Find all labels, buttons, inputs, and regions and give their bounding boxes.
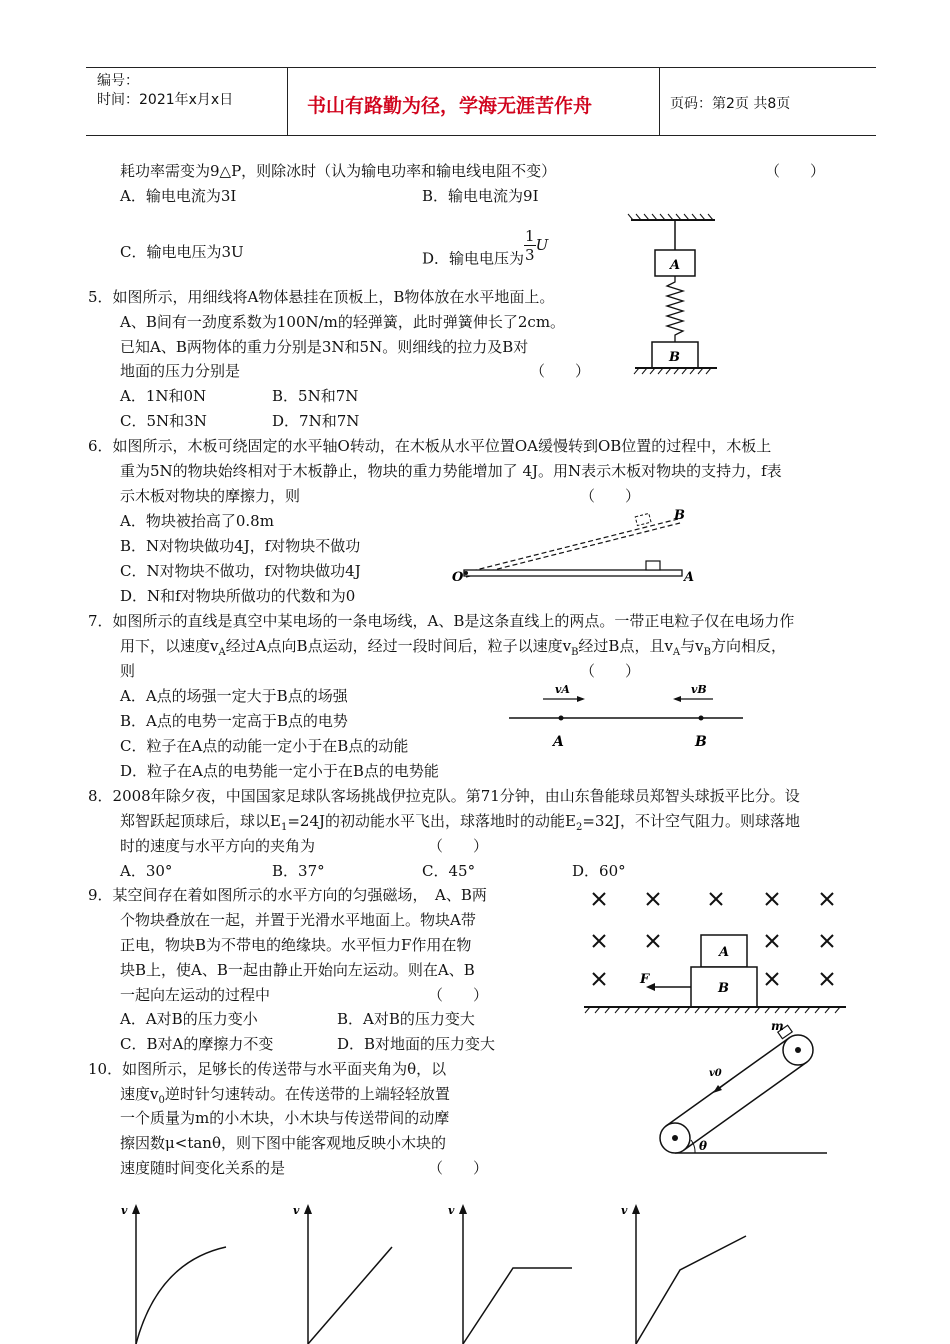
velocity-a-label: vA xyxy=(555,683,570,696)
q10-line-3: 一个质量为m的小木块，小木块与传送带间的动摩 xyxy=(120,1109,450,1127)
block-b-label: B xyxy=(718,981,729,996)
point-b-label: B xyxy=(695,734,707,750)
q8-option-b: B．37° xyxy=(272,862,325,880)
mass-label: m xyxy=(771,1019,784,1033)
q6-option-c: C．N对物块不做功，f对物块做功4J xyxy=(120,562,361,580)
fraction-numerator: 1 xyxy=(525,227,535,245)
axis-v-label: v xyxy=(448,1204,455,1217)
q9-option-a: A．A对B的压力变小 xyxy=(120,1010,258,1028)
q9-line-4: 块B上，使A、B一起由静止开始向左运动。则在A、B xyxy=(120,961,475,979)
q5-option-a: A．1N和0N xyxy=(120,387,207,405)
q7-line-2: 用下，以速度$v_A$经过A点向B点运动，经过一段时间后，粒子以速度$v_B$经过B点，且$v_A$与$v_B$方向相反， xyxy=(120,637,787,658)
q10-answer-blank: （ ） xyxy=(428,1159,489,1177)
q5-option-c: C．5N和3N xyxy=(120,412,207,430)
q10-line-2: 速度$v_0$逆时针匀速转动。在传送带的上端轻轻放置 xyxy=(120,1085,450,1106)
q7-line-3: 则 xyxy=(120,662,136,680)
q7-option-d: D．粒子在A点的电势能一定小于在B点的电势能 xyxy=(120,762,439,780)
q10-line-1: 10．如图所示，足够长的传送带与水平面夹角为θ，以 xyxy=(88,1060,447,1078)
q5-line-2: A、B间有一劲度系数为100N/m的轻弹簧，此时弹簧伸长了2cm。 xyxy=(120,313,566,331)
q8-line-3: 时的速度与水平方向的夹角为 xyxy=(120,837,316,855)
q7-option-c: C．粒子在A点的动能一定小于在B点的动能 xyxy=(120,737,409,755)
conveyor-figure xyxy=(655,1018,830,1158)
time-label: 时间：2021年x月x日 xyxy=(97,92,234,108)
q5-line-3: 已知A、B两物体的重力分别是3N和5N。则细线的拉力及B对 xyxy=(120,338,529,356)
vt-graph-4 xyxy=(618,1198,758,1344)
q6-option-d: D．N和f对物块所做功的代数和为0 xyxy=(120,587,356,605)
point-b-label: B xyxy=(674,508,685,523)
q4-option-b: B．输电电流为9I xyxy=(422,187,539,205)
page-info: 页码：第2页 共8页 xyxy=(670,96,791,112)
board-figure xyxy=(450,503,700,588)
q8-option-c: C．45° xyxy=(422,862,476,880)
q9-option-d: D．B对地面的压力变大 xyxy=(337,1035,496,1053)
q7-line-1: 7．如图所示的直线是真空中某电场的一条电场线，A、B是这条直线上的两点。一带正电粒子仅在电场力作 xyxy=(88,612,795,630)
q8-option-a: A．30° xyxy=(120,862,173,880)
q9-answer-blank: （ ） xyxy=(428,986,489,1004)
q4-option-a: A．输电电流为3I xyxy=(120,187,237,205)
vt-graph-3 xyxy=(445,1198,585,1344)
axis-v-label: v xyxy=(121,1204,128,1217)
q9-line-1: 9．某空间存在着如图所示的水平方向的匀强磁场， A、B两 xyxy=(88,886,487,904)
q9-line-2: 个物块叠放在一起，并置于光滑水平地面上。物块A带 xyxy=(120,911,476,929)
point-o-label: O xyxy=(452,570,464,585)
q6-option-b: B．N对物块做功4J，f对物块不做功 xyxy=(120,537,361,555)
q8-answer-blank: （ ） xyxy=(428,837,489,855)
q5-option-b: B．5N和7N xyxy=(272,387,359,405)
q7-answer-blank: （ ） xyxy=(580,662,641,680)
magnetic-field-figure xyxy=(580,885,850,1015)
q4-option-c: C．输电电压为3U xyxy=(120,243,244,261)
vt-graph-2 xyxy=(290,1198,430,1344)
q5-line-1: 5．如图所示，用细线将A物体悬挂在顶板上，B物体放在水平地面上。 xyxy=(88,288,555,306)
block-a-label: A xyxy=(719,945,730,960)
block-a-label: A xyxy=(670,258,681,273)
q7-option-a: A．A点的场强一定大于B点的场强 xyxy=(120,687,348,705)
axis-v-label: v xyxy=(293,1204,300,1217)
spring-figure xyxy=(625,210,725,380)
q5-line-4: 地面的压力分别是 xyxy=(120,362,241,380)
number-label: 编号： xyxy=(97,73,139,89)
q6-line-1: 6．如图所示，木板可绕固定的水平轴O转动，在木板从水平位置OA缓慢转到OB位置的过程中，木板上 xyxy=(88,437,772,455)
q6-line-2: 重为5N的物块始终相对于木板静止，物块的重力势能增加了 4J。用N表示木板对物块的支持力，f表 xyxy=(120,462,782,480)
velocity-b-label: vB xyxy=(691,683,707,696)
axis-v-label: v xyxy=(621,1204,628,1217)
q9-option-c: C．B对A的摩擦力不变 xyxy=(120,1035,274,1053)
force-f-label: F xyxy=(640,972,650,987)
q6-answer-blank: （ ） xyxy=(580,487,641,505)
velocity-label: v0 xyxy=(709,1068,722,1079)
q10-line-5: 速度随时间变化关系的是 xyxy=(120,1159,286,1177)
q4-answer-blank: （ ） xyxy=(765,162,826,180)
q4-continuation: 耗功率需变为9△P，则除冰时（认为输电功率和输电线电阻不变） xyxy=(120,162,557,180)
point-a-label: A xyxy=(553,734,564,750)
q8-line-2: 郑智跃起顶球后，球以$E_1=24J$的初动能水平飞出，球落地时的动能$E_2=32J$，不计空气阻力。则球落地 xyxy=(120,812,800,833)
q5-option-d: D．7N和7N xyxy=(272,412,360,430)
q7-option-b: B．A点的电势一定高于B点的电势 xyxy=(120,712,348,730)
q4-option-d: D．输电电压为 $\frac{1}{3}$ U xyxy=(422,227,549,268)
angle-label: θ xyxy=(699,1139,708,1153)
q6-line-3: 示木板对物块的摩擦力，则 xyxy=(120,487,301,505)
q6-option-a: A．物块被抬高了0.8m xyxy=(120,512,274,530)
block-b-label: B xyxy=(669,350,680,365)
q5-answer-blank: （ ） xyxy=(530,362,591,380)
point-a-label: A xyxy=(684,570,695,585)
vt-graph-1 xyxy=(118,1198,258,1344)
fraction-variable: U xyxy=(535,235,549,254)
q9-line-3: 正电，物块B为不带电的绝缘块。水平恒力F作用在物 xyxy=(120,936,472,954)
q9-option-b: B．A对B的压力变大 xyxy=(337,1010,475,1028)
q8-line-1: 8．2008年除夕夜，中国国家足球队客场挑战伊拉克队。第71分钟，由山东鲁能球员郑智头球扳平比分。设 xyxy=(88,787,800,805)
header-motto: 书山有路勤为径，学海无涯苦作舟 xyxy=(307,95,593,117)
q9-line-5: 一起向左运动的过程中 xyxy=(120,986,271,1004)
q8-option-d: D．60° xyxy=(572,862,626,880)
q10-line-4: 擦因数μ<tanθ，则下图中能客观地反映小木块的 xyxy=(120,1134,446,1152)
field-line-figure xyxy=(505,680,750,755)
fraction-denominator: 3 xyxy=(525,246,535,264)
